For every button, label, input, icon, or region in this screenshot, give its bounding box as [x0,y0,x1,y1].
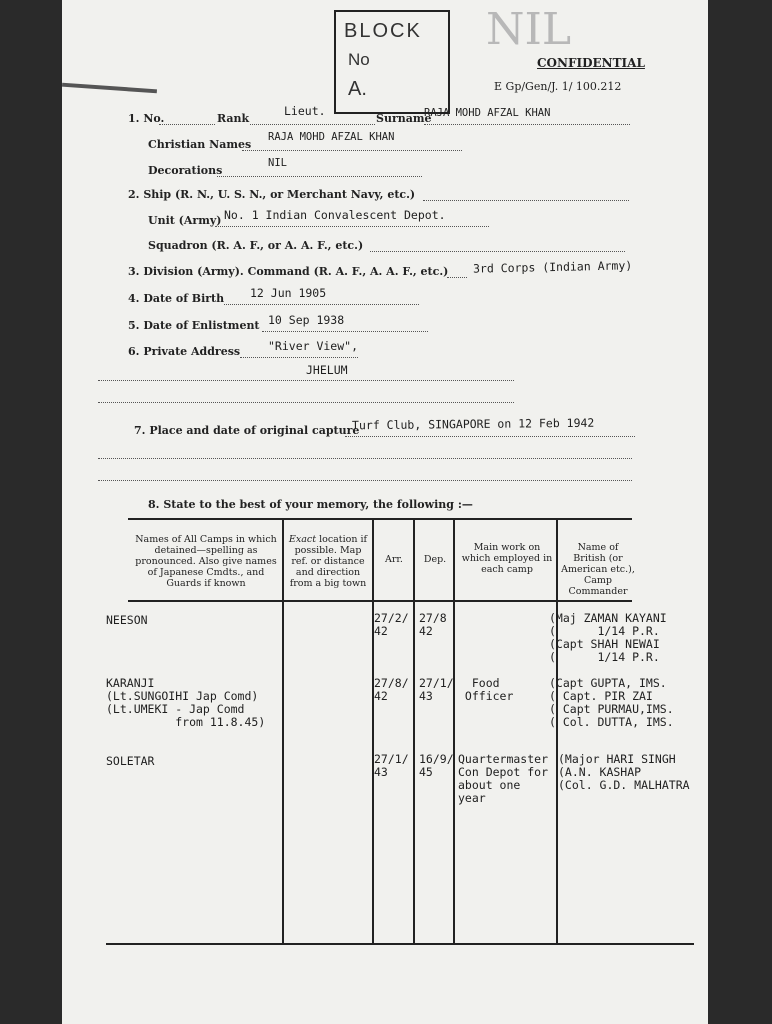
treasury-tag [62,83,157,94]
table-row-1-commander: (Maj ZAMAN KAYANI ( 1/14 P.R. (Capt SHAH NEWAI ( 1/14 P.R. [549,611,667,664]
reference-number: E Gp/Gen/J. 1/ 100.212 [494,80,622,93]
stamp-line-1: BLOCK [344,20,422,42]
surname-value: RAJA MOHD AFZAL KHAN [424,107,551,119]
dob-label: 4. Date of Birth [128,292,225,305]
table-row-3-commander: (Major HARI SINGH (A.N. KASHAP (Col. G.D. MALHATRA [558,752,690,792]
table-row-2-commander: (Capt GUPTA, IMS. ( Capt. PIR ZAI ( Capt PURMAU,IMS. ( Col. DUTTA, IMS. [549,676,674,729]
squadron-label: Squadron (R. A. F., or A. A. F., etc.) [148,239,364,252]
header-location-text: location if possible. Map ref. or distance and direction from a big town [289,534,368,589]
stamp-line-2: No [348,50,370,69]
christian-names-value: RAJA MOHD AFZAL KHAN [268,131,395,143]
christian-names-label: Christian Names [148,138,252,151]
table-row-3-dep: 16/9/ 45 [419,752,454,779]
table-row-3-camp: SOLETAR [106,754,155,768]
stamp-line-3: A. [348,78,367,100]
unit-label: Unit (Army) [148,214,222,227]
division-value: 3rd Corps (Indian Army) [472,258,633,276]
header-commander: Name of British (or American etc.), Camp Commander [561,542,635,597]
header-camps: Names of All Camps in which detained—spelling as pronounced. Also give names of Japanese Cmdts., and Guards if known [135,534,277,589]
address-value-line2: JHELUM [306,363,348,377]
table-row-2-arr: 27/8/ 42 [374,676,409,703]
surname-label: Surname [376,112,432,125]
capture-value: Turf Club, SINGAPORE on 12 Feb 1942 [351,415,595,433]
decorations-label: Decorations [148,164,223,177]
header-location [286,534,370,589]
capture-label: 7. Place and date of original capture [134,424,360,437]
table-row-2-camp: KARANJI (Lt.SUNGOIHI Jap Comd) (Lt.UMEKI - Jap Comd from 11.8.45) [106,676,266,729]
address-label: 6. Private Address [128,345,241,358]
header-location-exact: Exact [288,534,317,545]
memory-label: 8. State to the best of your memory, the following :— [148,498,473,511]
enlistment-value: 10 Sep 1938 [268,313,345,327]
handwritten-note: NIL [486,4,572,55]
rank-value: Lieut. [284,104,326,118]
enlistment-label: 5. Date of Enlistment [128,319,260,332]
table-row-1-arr: 27/2/ 42 [374,611,409,638]
table-row-2-dep: 27/1/ 43 [419,676,454,703]
table-row-2-work: Food Officer [464,676,514,703]
dob-value: 12 Jun 1905 [250,286,327,300]
division-label: 3. Division (Army). Command (R. A. F., A. A. F., etc.) [128,265,449,278]
header-arr: Arr. [385,554,403,565]
header-dep: Dep. [423,554,447,565]
unit-value: No. 1 Indian Convalescent Depot. [224,208,446,222]
no-label: 1. No. [128,112,165,125]
confidential-heading: CONFIDENTIAL [537,56,645,70]
rank-label: Rank [217,112,250,125]
address-value: "River View", [268,339,359,353]
decorations-value: NIL [268,157,287,169]
form-sheet [62,0,708,1024]
block-stamp [334,10,450,114]
header-work: Main work on which employed in each camp [461,542,553,575]
table-row-3-arr: 27/1/ 43 [374,752,409,779]
table-row-1-dep: 27/8 42 [419,611,447,638]
table-row-1-camp: NEESON [106,613,148,627]
ship-label: 2. Ship (R. N., U. S. N., or Merchant Navy, etc.) [128,188,416,201]
table-row-3-work: Quartermaster Con Depot for about one year [458,752,549,805]
